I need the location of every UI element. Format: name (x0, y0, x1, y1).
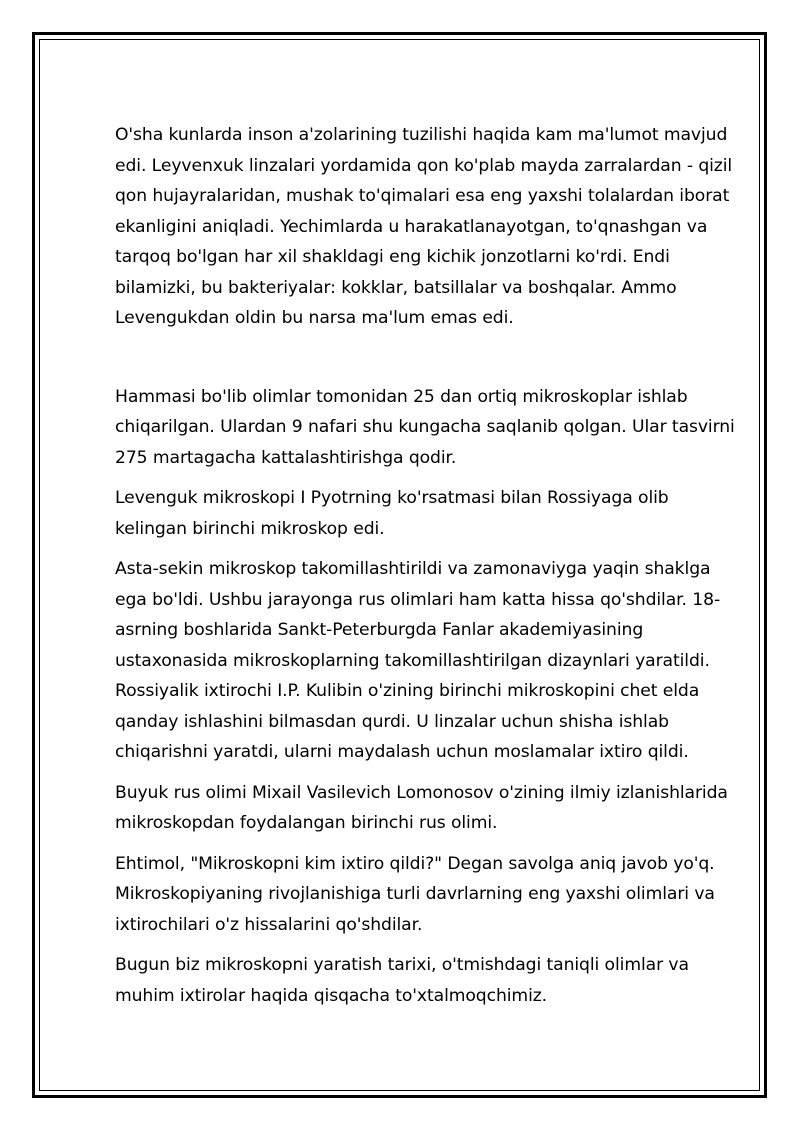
paragraph-who-invented: Ehtimol, "Mikroskopni kim ixtiro qildi?" Degan savolga aniq javob yo'q. Mikroskopiyaning rivojlanishiga turli davrlarning eng yaxshi olimlari va ixtirochilari o'z hissalarini qo'shdilar. (115, 853, 715, 935)
paragraph-leeuwenhoek-discoveries: O'sha kunlarda inson a'zolarining tuzilishi haqida kam ma'lumot mavjud edi. Leyvenxuk linzalari yordamida qon ko'plab mayda zarralardan - qizil qon hujayralaridan, mushak to'qimalari esa eng yaxshi tolalardan iborat ekanligini aniqladi. Yechimlarda u harakatlanayotgan, to'qnashgan va tarqoq bo'lgan har xil shakldagi eng kichik jonzotlarni ko'rdi. Endi bilamizki, bu bakteriyalar: kokklar, batsillalar va boshqalar. Ammo Levengukdan oldin bu narsa ma'lum emas edi. (115, 125, 733, 328)
paragraph-first-microscope-russia: Levenguk mikroskopi I Pyotrning ko'rsatmasi bilan Rossiyaga olib kelingan birinchi mikroskop edi. (115, 488, 669, 539)
paragraph-russian-improvements: Asta-sekin mikroskop takomillashtirildi va zamonaviyga yaqin shaklga ega bo'ldi. Ushbu jarayonga rus olimlari ham katta hissa qo'shdilar. 18-asrning boshlarida Sankt-Peterburgda Fanlar akademiyasining ustaxonasida mikroskoplarning takomillashtirilgan dizaynlari yaratildi. Rossiyalik ixtirochi I.P. Kulibin o'zining birinchi mikroskopini chet elda qanday ishlashini bilmasdan qurdi. U linzalar uchun shisha ishlab chiqarishni yaratdi, ularni maydalash uchun moslamalar ixtiro qildi. (115, 559, 721, 762)
paragraph-today-summary: Bugun biz mikroskopni yaratish tarixi, o'tmishdagi taniqli olimlar va muhim ixtirolar haqida qisqacha to'xtalmoqchimiz. (115, 955, 689, 1006)
paragraph-microscopes-count: Hammasi bo'lib olimlar tomonidan 25 dan ortiq mikroskoplar ishlab chiqarilgan. Ulardan 9 nafari shu kungacha saqlanib qolgan. Ular tasvirni 275 martagacha kattalashtirishga qodir. (115, 386, 735, 468)
paragraph-lomonosov: Buyuk rus olimi Mixail Vasilevich Lomonosov o'zining ilmiy izlanishlarida mikroskopdan foydalangan birinchi rus olimi. (115, 782, 728, 833)
document-body (115, 120, 740, 1011)
